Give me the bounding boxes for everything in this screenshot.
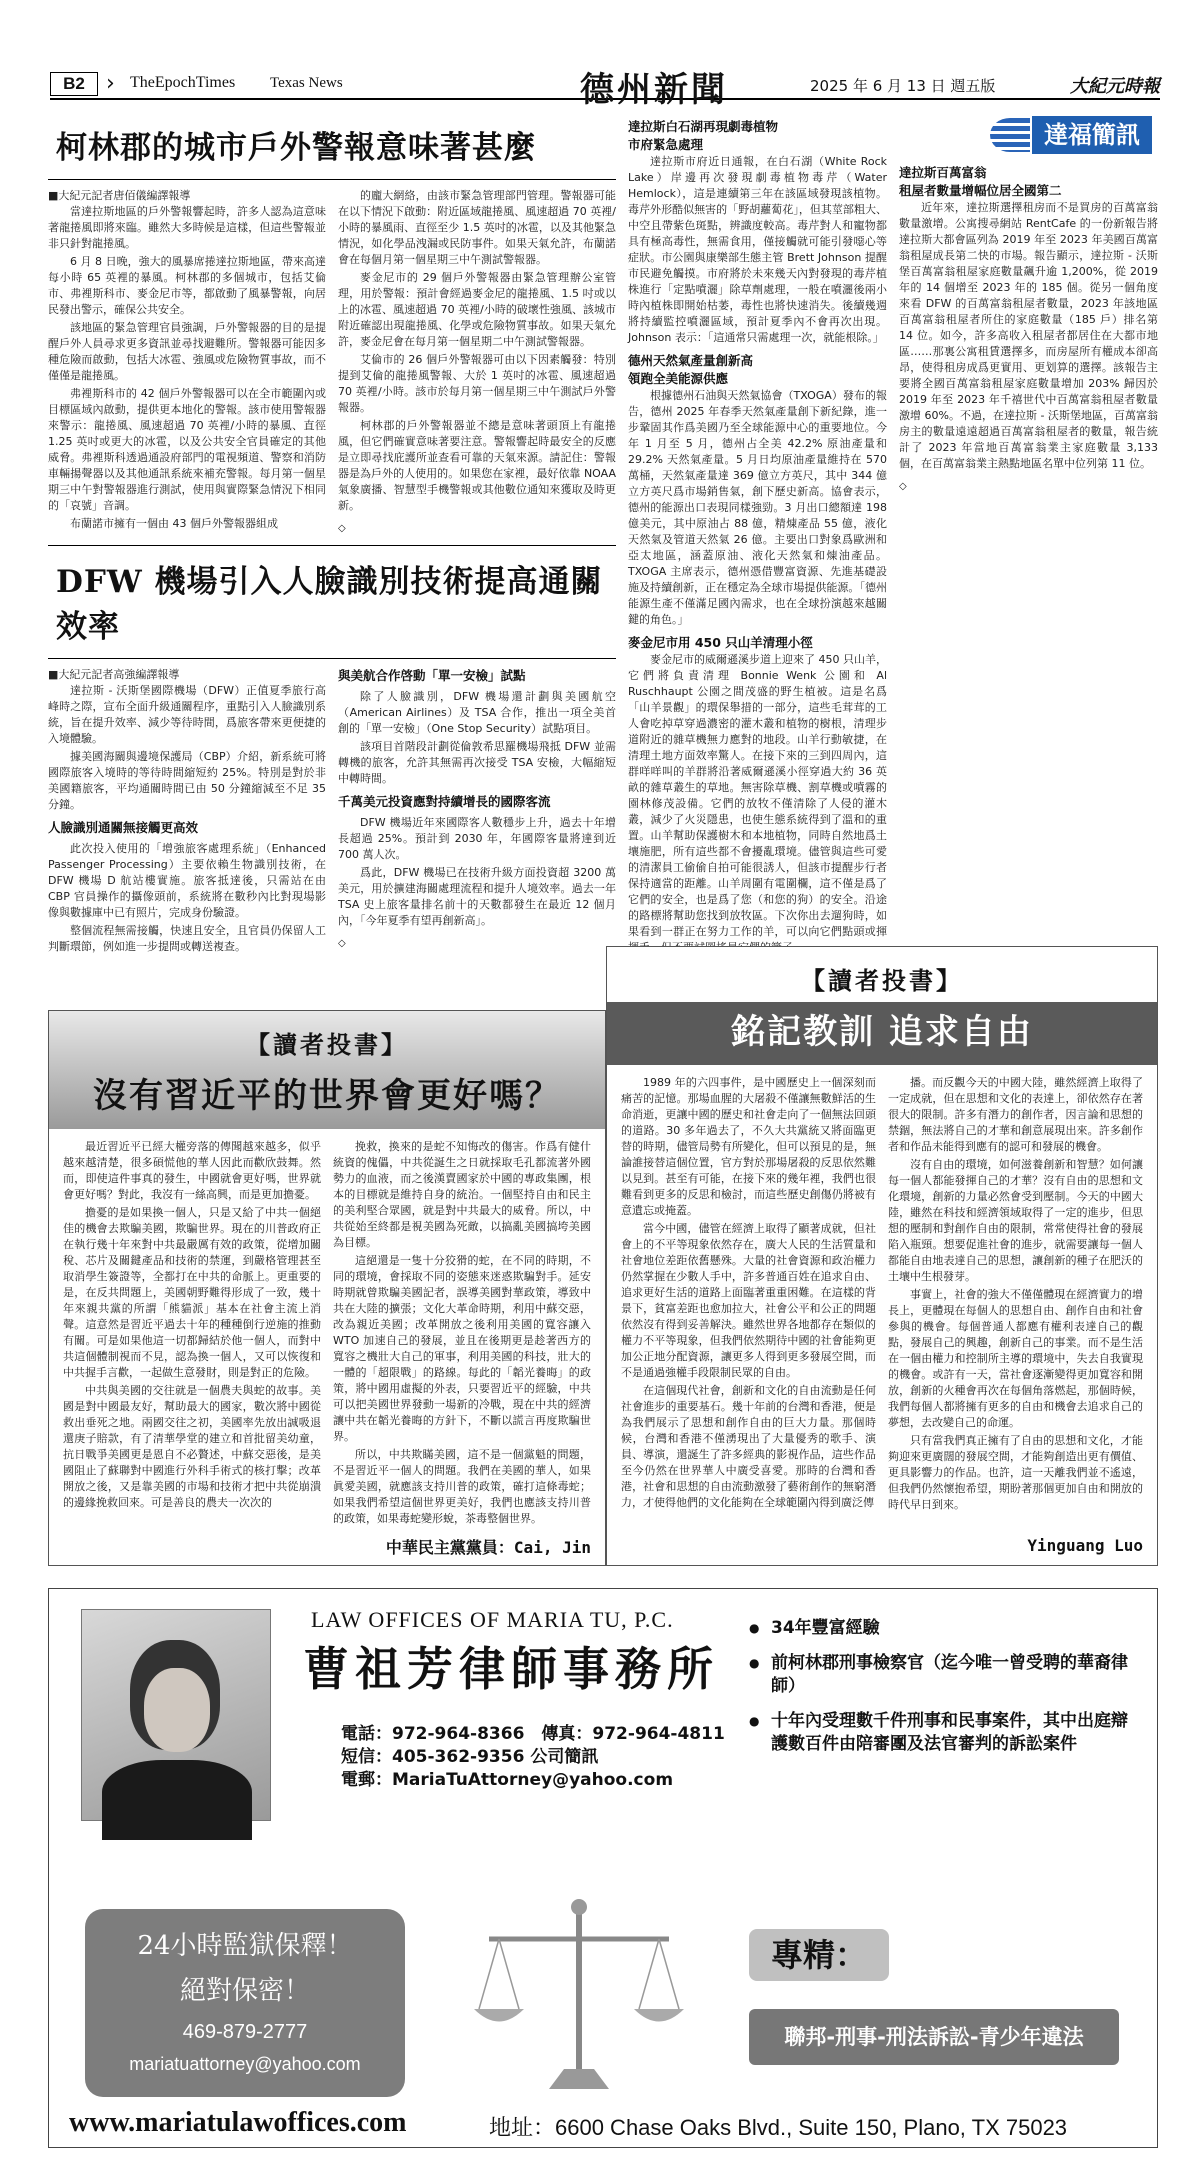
paragraph: DFW 機場近年來國際客人數穩步上升，過去十年增長超過 25%。預計到 2030 年，年國際客量將達到近 700 萬人次。 <box>338 816 616 861</box>
page-number: B2 <box>50 72 98 96</box>
brief-title: 達拉斯白石湖再現劇毒植物 市府緊急處理 <box>628 119 779 152</box>
stripes-icon <box>990 118 1030 152</box>
email: 電郵：MariaTuAttorney@yahoo.com <box>341 1770 674 1790</box>
paragraph: 中共與美國的交往就是一個農夫與蛇的故事。美國是對中國最友好，幫助最大的國家，數次將中國從救出垂死之地。兩國交往之初，美國率先放出誠吸退還庚子賠款，有了清華學堂的建立和首批留美幼童，抗日戰爭美國更是恩自不必贅述，中蘇交惡後，是美國阻止了蘇聯對中國進行外科手術式的核打擊；改革開放之後，又是靠美國的市場和技術才把中共從崩潰的邊緣挽救回來。可是善良的農夫一次次的 <box>63 1384 321 1509</box>
opinion-piece-left <box>48 1010 606 1566</box>
confidential-text: 絕對保密！ <box>179 1976 310 2006</box>
byline: ■大紀元記者唐佰儀編譯報導 <box>48 189 191 202</box>
end-mark-icon: ◇ <box>899 481 907 492</box>
paragraph: 這絕還是一隻十分狡猾的蛇，在不同的時期，不同的環境，會採取不同的姿態來迷惑欺騙對手。延安時期就曾欺騙美國記者，誤導美國對華政策，導致中共在大陸的擴張；文化大革命時期，利用中蘇交惡，改為親近美國；改革開放之後利用美國的寬容讓入 WTO 加速自己的發展，並且在後期更是趁著西方的寬容之機壯大自己的軍事，利用美國的科技，壯大的一體的「超限戰」的路線。每此的「韜光養晦」的政策，將中國用虛擬的外表，只要習近平的經驗，中共可以把美國世界發動一場新的冷戰，現在中共的經濟讓中共在韜光養晦的方針下，不斷以謊言再度欺騙世界。 <box>333 1254 591 1443</box>
law-office-advertisement <box>48 1588 1158 2148</box>
paragraph: 麥金尼市的 29 個戶外警報器由緊急管理辦公室管理，用於警報：預計會經過麥金尼的龍捲風、1.5 吋或以上的冰雹、風速超過 70 英裡/小時的破壞性強風、該城市附近確認出現龍捲風、化學或危險物質事故。如果天氣允許，麥金尼會在每月第一個星期二中午測試警報器。 <box>338 271 616 348</box>
byline: ■大紀元記者高強編譯報導 <box>48 668 180 681</box>
paragraph: 爲此，DFW 機場已在技術升級方面投資超 3200 萬美元，用於擴建海關處理流程和提升人境效率。過去一年 TSA 史上旅客量排名前十的天數都發生在最近 12 個月內，「今年夏季有望再創新高」。 <box>338 866 616 927</box>
masthead-logo: 大紀元時報 <box>1070 76 1160 97</box>
paragraph: 弗裡斯科市的 42 個戶外警報器可以在全市範圍內或目標區域內啟動，提供更本地化的警報。該市使用警報器來警示：龍捲風、風速超過 70 英裡/小時的暴風、直徑 1.25 英吋或更大的冰雹，以及公共安全官員確定的其他威脅。弗裡斯科透過通設府部門的電視頻道、警察和消防車輛揚聲器以及其他通訊系統來補充警報。每月第一個星期三中午對警報器進行測試，使用與實際緊急情況下相同的「哀號」音調。 <box>48 387 326 512</box>
paragraph: 柯林郡的戶外警報器並不總是意味著頭頂上有龍捲風，但它們確實意味著要注意。警報響起時最安全的反應是立即尋找庇護所並查看可靠的天氣來源。請記住：警報器是為戶外的人使用的。如果您在家裡，最好依靠 NOAA 氣象廣播、智慧型手機警報或其他數位通知來獲取及時更新。 <box>338 419 616 512</box>
paragraph: 當達拉斯地區的戶外警報響起時，許多人認為這意味著龍捲風即將來臨。雖然大多時候是這樣，但這些警報並非只針對龍捲風。 <box>48 205 326 250</box>
paragraph: 達拉斯 - 沃斯堡國際機場（DFW）正值夏季旅行高峰時之際，宣布全面升級通關程序，重點引入人臉識別系統，旨在提升效率、減少等待時間，爲旅客帶來更便捷的入境體驗。 <box>48 684 326 745</box>
paragraph: 當今中國，儘管在經濟上取得了顯著成就，但社會上的不平等現象依然存在，廣大人民的生活質量和社會地位差距依舊懸殊。大量的社會資源和政治權力仍然掌握在少數人手中，許多普通百姓在追求自由、追求更好生活的道路上面臨著重重困難。在這樣的背景下，貧富差距也愈加拉大，社會公平和公正的問題依然沒有得到妥善解決。雖然世界各地都存在類似的權力不平等現象，但我們依然期待中國的社會能夠更加公正地分配資源，讓更多人得到更多發展空間，而不是通過強權手段限制民眾的自由。 <box>621 1222 876 1379</box>
paragraph: 達拉斯市府近日通報，在白石湖（White Rock Lake）岸邊再次發現劇毒植物毒芹（Water Hemlock），這是連續第三年在該區域發現該植物。毒芹外形酷似無害的「野胡蘿蔔花」，但其莖部粗大、中空且帶紫色斑點，辨識度較高。毒芹對人和寵物都具有極高毒性，無需食用，僅接觸就可能引發噁心等症狀。市公園與康樂部生態主管 Brett Johnson 提醒市民避免觸摸。市府將於未來幾天內對發現的毒芹植株進行「定點噴灑」除草劑處理，一般在噴灑後兩小時內植株即開始枯萎，毒性也將快速消失。後續幾週將持續監控噴灑區域，預計夏季內不會再次出現。Johnson 表示：「這通常只需處理一次，就能根除。」 <box>628 155 887 344</box>
paragraph: 只有當我們真正擁有了自由的思想和文化，才能夠迎來更廣闊的發展空間，才能夠創造出更有價值、更具影響力的作品。也許，這一天離我們並不遙遠，但我們仍然懷抱希望，期盼著那個更加自由和開放的時代早日到來。 <box>888 1434 1143 1511</box>
bail-phone: 469-879-2777 <box>182 2021 308 2043</box>
article-headline: DFW 機場引入人臉識別技術提高通關效率 <box>48 546 616 659</box>
opinion-author: Yinguang Luo <box>1027 1536 1143 1555</box>
subhead: 人臉識別通關無接觸更高效 <box>48 820 199 835</box>
paragraph: 整個流程無需接觸，快速且安全，且官員仍保留人工判斷環節，例如進一步提問或轉送複查。 <box>48 924 326 953</box>
paragraph: 該地區的緊急管理官員強調，戶外警報器的目的是提醒戶外人員尋求更多資訊並尋找避難所。警報器可能因多種危險而啟動，包括大冰雹、強風或危險物質事故，而不僅僅是龍捲風。 <box>48 321 326 382</box>
paragraph: 該項目首階段計劃從倫敦希思羅機場飛抵 DFW 並需轉機的旅客，允許其無需再次接受 TSA 安檢，大幅縮短中轉時間。 <box>338 740 616 785</box>
briefs-logo <box>988 112 1158 158</box>
sms: 短信：405-362-9356 公司簡訊 <box>341 1747 599 1767</box>
opinion-tag: 【讀者投書】 <box>246 1031 408 1059</box>
opinion-author: 中華民主黨黨員：Cai, Jin <box>385 1538 591 1557</box>
paragraph: 艾倫市的 26 個戶外警報器可由以下因素觸發：特別提到艾倫的龍捲風警報、大於 1 英吋的冰雹、風速超過 70 英裡/小時。該市於每月第一個星期三中午測試戶外警報器。 <box>338 353 616 414</box>
paragraph: 1989 年的六四事件，是中國歷史上一個深刻而痛苦的記憶。那場血腥的大屠殺不僅讓無數鮮活的生命消逝，更讓中國的歷史和社會走向了一個無法回頭的道路。30 多年過去了，不久大共黨統又將面臨更替的時期，儘管局勢有所變化，但可以預見的是，無論誰接替這個位置，官方對於那場屠殺的反思依然難以見到。甚至有可能，在接下來的幾年裡，我們也很難看到更多的反思和檢討，而這些歷史創傷仍將被有意遺忘或掩蓋。 <box>621 1076 876 1217</box>
end-mark-icon: ◇ <box>338 938 346 949</box>
firm-name-en: LAW OFFICES OF MARIA TU, P.C. <box>311 1607 674 1632</box>
website-link[interactable]: www.mariatulawoffices.com <box>69 2107 407 2138</box>
bail-heading: 24小時監獄保釋！ <box>137 1931 353 1961</box>
paragraph: 根據德州石油與天然氣協會（TXOGA）發布的報告，德州 2025 年春季天然氣產量創下新紀錄，進一步鞏固其作爲美國乃至全球能源中心的重要地位。今年 1 月至 5 月，德州占全美 42.2% 原油產量和 29.2% 天然氣產量。5 月日均原油產量維持在 570 萬桶，天然氣產量達 369 億立方英尺，其中 344 億立方英尺爲市場銷售氣，創下歷史新高。協會表示，德州的能源出口表現同樣強勁。3 月出口總額達 198 億美元，其中原油占 88 億，精煉產品 55 億，液化天然氣及管道天然氣 26 億。主要出口對象爲歐洲和亞太地區，涵蓋原油、液化天然氣和煉油產品。TXOGA 主席表示，德州憑借豐富資源、先進基礎設施及持續創新，正在穩定為全球市場提供能源。「德州能源生產不僅滿足國內需求，也在全球扮演越來越關鍵的角色。」 <box>628 389 887 626</box>
paragraph: 此次投入使用的「增強旅客處理系統」（Enhanced Passenger Processing）主要依賴生物識別技術，在 DFW 機場 D 航站樓實施。旅客抵達後，只需站在由 CBP 官員操作的攝像頭前，系統將在數秒內比對現場影像與數據庫中已有照片，完成身份驗證。 <box>48 842 326 919</box>
opinion-piece-right <box>606 946 1158 1566</box>
contact-info <box>341 1723 725 1792</box>
specialty-label: 專精： <box>749 1929 889 1981</box>
paragraph: 在這個現代社會，創新和文化的自由流動是任何社會進步的重要基石。幾十年前的台灣和香港，便是為我們展示了思想和創作自由的巨大力量。那個時候，台灣和香港不僅湧現出了大量優秀的歌手、演員、導演，還誕生了許多經典的影視作品，這些作品至今仍然在世界華人中廣受喜愛。那時的台灣和香港，社會和思想的自由流動激發了藝術創作的無窮潛力，才使得他們的文化能夠在全球範圍內得到廣泛傳 <box>621 1384 876 1509</box>
list-item: ● 前柯林郡刑事檢察官（迄今唯一曾受聘的華裔律師） <box>749 1652 1144 1698</box>
opinion-title: 銘記教訓 追求自由 <box>731 1012 1033 1052</box>
paragraph: 據美國海關與邊境保護局（CBP）介紹，新系統可將國際旅客入境時的等待時間縮短約 25%。特別是對於非美國籍旅客，平均通關時間已由 50 分鐘縮減至不足 35 分鐘。 <box>48 750 326 811</box>
paragraph: 近年來，達拉斯選擇租房而不是買房的百萬富翁數量激增。公寓搜尋網站 RentCafe 的一份新報告將達拉斯大都會區列為 2019 年至 2023 年美國百萬富翁租屋成長第二快的市場。報告顯示，達拉斯 - 沃斯堡百萬富翁租屋家庭數量飆升逾 1,200%，從 2019 年的 14 個增至 2023 年的 185 個。從另一個角度來看 DFW 的百萬富翁租屋者數量，2023 年該地區百萬富翁租屋者所住的家庭數量（185 戶）排名第 14 位。如今，許多高收入租屋者都居住在大都市地區……那裏公寓租賃選擇多，而房屋所有權成本卻高昂，使得租房成爲更實用、更划算的選擇。該報告主要將全國百萬富翁租屋家庭數量增加 203% 歸因於 2019 年至 2023 年千禧世代中百萬富翁租屋者數量激增 60%。不過，在達拉斯 - 沃斯堡地區，百萬富翁房主的數量遠遠超過百萬富翁租屋者的數量，報告統計了 2023 年當地百萬富翁業主家庭數量 3,133 個，在百萬富翁業主熱點地區名單中位列第 11 位。 <box>899 201 1158 470</box>
paragraph: 播。而反觀今天的中國大陸，雖然經濟上取得了一定成就，但在思想和文化的表達上，卻依然存在著很大的限制。許多有潛力的創作者，因言論和思想的禁錮，無法將自己的才華和創意展現出來。許多創作者和作品未能得到應有的認可和發展的機會。 <box>888 1076 1143 1153</box>
attorney-photo <box>81 1609 271 1821</box>
qualifications-list <box>749 1617 1144 1768</box>
list-item: ● 十年內受理數千件刑事和民事案件，其中出庭辯護數百件由陪審團及法官審判的訴訟案件 <box>749 1710 1144 1756</box>
scales-of-justice-icon <box>469 1889 689 2099</box>
article-outdoor-sirens <box>48 112 616 535</box>
phone-fax: 電話：972-964-8366 傳真：972-964-4811 <box>341 1724 725 1744</box>
paragraph: 所以，中共欺瞞美國，這不是一個黨魁的問題，不是習近平一個人的問題。我們在美國的華人，如果眞愛美國，就應該支持川普的政策，確打這條毒蛇；如果我們希望這個世界更美好，我們也應該支持川普的政策，如果毒蛇變形蛻，茶毒整個世界。 <box>333 1448 591 1525</box>
article-dfw-face-recognition <box>48 545 616 957</box>
opinion-title: 沒有習近平的世界會更好嗎？ <box>93 1076 561 1116</box>
paragraph: 布蘭諾市擁有一個由 43 個戶外警報器組成 <box>70 517 278 530</box>
list-item: ● 34年豐富經驗 <box>749 1617 1144 1640</box>
issue-date: 2025 年 6 月 13 日 週五版 <box>810 77 996 95</box>
bail-service-box <box>85 1909 405 2097</box>
chevron-right-icon: › <box>106 71 115 96</box>
paragraph: 擔憂的是如果換一個人，只是又給了中共一個絕佳的機會去欺騙美國，欺騙世界。現在的川普政府正在執行幾十年來對中共最嚴厲有效的政策，從增加關稅、芯片及關鍵產品和技術的禁運，到嚴格管理甚至取消學生簽證等，全都打在中共的命脈上。更重要的是，在反共問題上，美國朝野難得形成了一致，幾十年來親共黨的所謂「熊貓派」基本在社會主流上消聲。這意然是習近平過去十年的種種倒行逆施的推動有關。可是如果他這一切都歸結於他一個人，而對中共這個體制視而不見，認為換一個人，又可以恢復和中共握手言歡，一起做生意發財，則是對正的危險。 <box>63 1206 321 1379</box>
subhead: 與美航合作啓動「單一安檢」試點 <box>338 668 526 683</box>
publication-brand: TheEpochTimes <box>130 74 236 91</box>
subhead: 千萬美元投資應對持續增長的國際客流 <box>338 794 551 809</box>
page-header <box>50 70 1160 110</box>
end-mark-icon: ◇ <box>338 523 346 534</box>
bail-email: mariatuattorney@yahoo.com <box>129 2054 361 2074</box>
specialty-list: 聯邦-刑事-刑法訴訟-青少年違法 <box>749 2009 1119 2065</box>
article-headline: 柯林郡的城市戶外警報意味著甚麼 <box>48 112 616 180</box>
brief-title: 德州天然氣產量創新高 領跑全美能源供應 <box>628 353 754 386</box>
paragraph: 事實上，社會的強大不僅僅體現在經濟實力的增長上，更體現在每個人的思想自由、創作自由和社會參與的機會。每個普通人都應有權利表達自己的觀點，發展自己的興趣，創新自己的事業。而不是生活在一個由權力和控制所主導的環境中，失去自我實現的機會。或許有一天，當社會逐漸變得更加寬容和開放，創新的火種會再次在每個角落燃起，那個時候，我們每個人都將擁有更多的自由和機會去追求自己的夢想，去改變自己的命運。 <box>888 1288 1143 1429</box>
brief-title: 達拉斯百萬富翁 租屋者數量增幅位居全國第二 <box>899 165 1062 198</box>
briefs-logo-text: 達福簡訊 <box>1032 116 1152 154</box>
firm-name-zh: 曹祖芳律師事務所 <box>303 1642 719 1696</box>
left-column <box>48 112 616 957</box>
paragraph: 沒有自由的環境，如何滋養創新和智慧？如何讓每一個人都能發揮自己的才華？沒有自由的思想和文化環境，創新的力量必然會受到壓制。今天的中國大陸，雖然在科技和經濟領域取得了一定的進步，但思想的壓制和對創作自由的限制，常常使得社會的發展陷入瓶頸。想要促進社會的進步，就需要讓每一個人都能自由地表達自己的思想，讓創新的種子在肥沃的土壤中生根發芽。 <box>888 1158 1143 1283</box>
paragraph: 麥金尼市的威爾遜溪步道上迎來了 450 只山羊，它們將負責清理 Bonnie Wenk 公園和 Al Ruschhaupt 公園之間茂盛的野生植被。這是名爲「山羊景觀」的環保舉措的一部分，這些毛茸茸的工人會吃掉草穿過濃密的灌木叢和植物的樹根，清理步道附近的雜草機無力應對的地段。山羊行動敏捷，在清理土地方面效率驚人。在接下來的三到四周內，這群咩咩叫的羊群將沿著威爾遜溪小徑穿過大約 36 英畝的雜草叢生的草地。無害除草機、割草機或噴霧的園林修茂設備。它們的放牧不僅清除了人侵的灌木叢，減少了火災隱患，也使生態系統得到了溫和的重置。山羊幫助保護樹木和本地植物，同時自然地爲土壤施肥，所有這些都不會擾亂環境。儘管與這些可愛的清潔員工偷偷自拍可能很誘人，但該市提醒步行者保持適當的距離。山羊周圍有電圍欄，這不僅是爲了它們的安全，也是爲了您（和您的狗）的安全。沿途的路標將幫助您找到放牧區。下次你出去遛狗時，如果看到一群正在努力工作的羊，可以向它們點頭或揮 <box>628 653 887 938</box>
paragraph: 除了人臉識別，DFW 機場還計劃與美國航空（American Airlines）及 TSA 合作，推出一項全美首創的「單一安檢」（One Stop Security）試點項目。 <box>338 690 616 735</box>
paragraph: 的龐大網絡，由該市緊急管理部門管理。警報器可能在以下情況下啟動：附近區域龍捲風、風速超過 70 英裡/小時的暴風雨、直徑至少 1.5 英吋的冰雹，以及其他緊急情況，如化學品洩漏或民防事件。如果天氣允許，布蘭諾會在每個月第一個星期三中午測試警報器。 <box>338 189 616 266</box>
section-name-zh: 德州新聞 <box>580 70 728 110</box>
brief-title: 麥金尼市用 450 只山羊清理小徑 <box>628 635 813 650</box>
office-address: 地址：6600 Chase Oaks Blvd., Suite 150, Plano, TX 75023 <box>489 2115 1068 2140</box>
paragraph: 挽救，換來的是蛇不知悔改的傷害。作爲有健什統資的傀儡，中共從誕生之日就採取毛孔都流著外國勢力的血液，而之後漢賣國家於中國的專政集團，根本的目標就是維持自身的統治。一個堅持自由和民主的美利堅合眾國，就是對中共最大的威脅。所以，中共從始至終都是視美國為死敵，以搞亂美國搞垮美國為目標。 <box>333 1140 591 1249</box>
paragraph: 6 月 8 日晚，強大的風暴席捲達拉斯地區，帶來高達每小時 65 英裡的暴風。柯林郡的多個城市，包括艾倫市、弗裡斯科市、麥金尼市等，都啟動了風暴警報，向居民發出警示，確保公共安全。 <box>48 255 326 316</box>
paragraph: 最近習近平已經大權旁落的傳聞越來越多，似乎越來越清楚，很多碩慌他的華人因此而歡欣鼓舞。然而，即使這件事真的發生，中國就會更好嗎，世界就會更好嗎？對此，我沒有一絲高興，而是更加擔憂。 <box>63 1140 321 1201</box>
news-briefs <box>628 112 1158 938</box>
opinion-tag: 【讀者投書】 <box>801 967 963 995</box>
section-name-en: Texas News <box>270 75 343 91</box>
